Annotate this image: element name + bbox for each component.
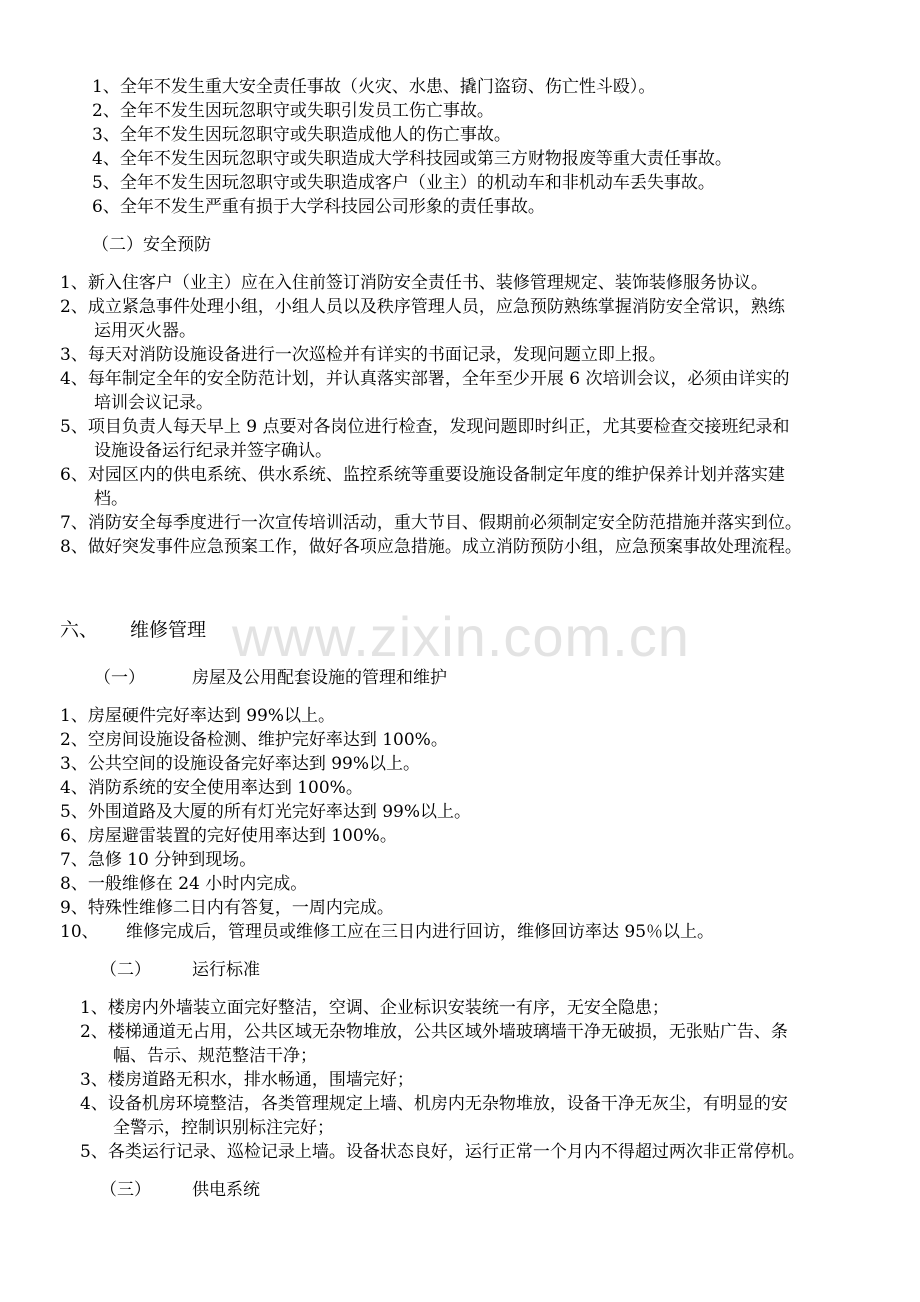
sub2-item-1: 1、楼房内外墙装立面完好整洁，空调、企业标识安装统一有序，无安全隐患； [80, 998, 669, 1018]
sub1-item-5: 5、外围道路及大厦的所有灯光完好率达到 99%以上。 [60, 802, 472, 822]
sub3-title: 供电系统 [192, 1180, 260, 1200]
sub2-item-4: 4、设备机房环境整洁，各类管理规定上墙、机房内无杂物堆放，设备干净无灰尘，有明显的安 [80, 1094, 788, 1114]
watermark: www.zixin.com.cn [232, 605, 690, 668]
target-item-5: 5、全年不发生因玩忽职守或失职造成客户（业主）的机动车和非机动车丢失事故。 [92, 173, 715, 193]
safety-item-6-cont: 档。 [94, 489, 128, 509]
section-six-title: 维修管理 [130, 619, 207, 641]
safety-item-1: 1、新入住客户（业主）应在入住前签订消防安全责任书、装修管理规定、装饰装修服务协议。 [60, 273, 768, 293]
sub2-item-2-cont: 幅、告示、规范整洁干净； [113, 1046, 317, 1066]
safety-heading: （二）安全预防 [92, 235, 211, 255]
sub1-item-8: 8、一般维修在 24 小时内完成。 [60, 874, 308, 894]
safety-item-2: 2、成立紧急事件处理小组，小组人员以及秩序管理人员，应急预防熟练掌握消防安全常识，熟练 [60, 297, 785, 317]
sub1-item-10-number: 10、 [60, 922, 99, 942]
safety-item-5-cont: 设施设备运行纪录并签字确认。 [94, 441, 332, 461]
sub1-item-10-text: 维修完成后，管理员或维修工应在三日内进行回访，维修回访率达 95％以上。 [126, 922, 715, 942]
sub1-item-1: 1、房屋硬件完好率达到 99%以上。 [60, 706, 336, 726]
target-item-6: 6、全年不发生严重有损于大学科技园公司形象的责任事故。 [92, 197, 545, 217]
sub1-item-3: 3、公共空间的设施设备完好率达到 99%以上。 [60, 754, 421, 774]
safety-item-5: 5、项目负责人每天早上 9 点要对各岗位进行检查，发现问题即时纠正，尤其要检查交接班纪录和 [60, 417, 790, 437]
sub2-item-3: 3、楼房道路无积水，排水畅通，围墙完好； [80, 1070, 414, 1090]
safety-item-6: 6、对园区内的供电系统、供水系统、监控系统等重要设施设备制定年度的维护保养计划并落实建 [60, 465, 785, 485]
safety-item-4: 4、每年制定全年的安全防范计划，并认真落实部署，全年至少开展 6 次培训会议，必须由详实的 [60, 369, 790, 389]
sub1-item-9: 9、特殊性维修二日内有答复，一周内完成。 [60, 898, 394, 918]
target-item-3: 3、全年不发生因玩忽职守或失职造成他人的伤亡事故。 [92, 125, 511, 145]
sub1-item-7: 7、急修 10 分钟到现场。 [60, 850, 257, 870]
safety-item-7: 7、消防安全每季度进行一次宣传培训活动，重大节目、假期前必须制定安全防范措施并落实到位。 [60, 513, 802, 533]
safety-item-8: 8、做好突发事件应急预案工作，做好各项应急措施。成立消防预防小组，应急预案事故处理流程。 [60, 537, 802, 557]
target-item-4: 4、全年不发生因玩忽职守或失职造成大学科技园或第三方财物报废等重大责任事故。 [92, 149, 732, 169]
safety-item-3: 3、每天对消防设施设备进行一次巡检并有详实的书面记录，发现问题立即上报。 [60, 345, 666, 365]
target-item-1: 1、全年不发生重大安全责任事故（火灾、水患、撬门盗窃、伤亡性斗殴）。 [92, 77, 656, 97]
sub1-number: （一） [94, 668, 145, 688]
sub2-item-5: 5、各类运行记录、巡检记录上墙。设备状态良好，运行正常一个月内不得超过两次非正常停机。 [80, 1142, 805, 1162]
sub2-title: 运行标准 [192, 960, 260, 980]
safety-item-4-cont: 培训会议记录。 [94, 393, 213, 413]
sub1-item-2: 2、空房间设施设备检测、维护完好率达到 100%。 [60, 730, 448, 750]
sub1-title: 房屋及公用配套设施的管理和维护 [192, 668, 447, 688]
sub2-item-2: 2、楼梯通道无占用，公共区域无杂物堆放，公共区域外墙玻璃墙干净无破损，无张贴广告、条 [80, 1022, 788, 1042]
sub1-item-6: 6、房屋避雷装置的完好使用率达到 100%。 [60, 826, 397, 846]
sub1-item-4: 4、消防系统的安全使用率达到 100%。 [60, 778, 363, 798]
sub2-number: （二） [100, 960, 151, 980]
target-item-2: 2、全年不发生因玩忽职守或失职引发员工伤亡事故。 [92, 101, 494, 121]
sub2-item-4-cont: 全警示，控制识别标注完好； [113, 1118, 334, 1138]
sub3-number: （三） [100, 1180, 151, 1200]
safety-item-2-cont: 运用灭火器。 [94, 321, 196, 341]
section-six-number: 六、 [60, 619, 99, 641]
